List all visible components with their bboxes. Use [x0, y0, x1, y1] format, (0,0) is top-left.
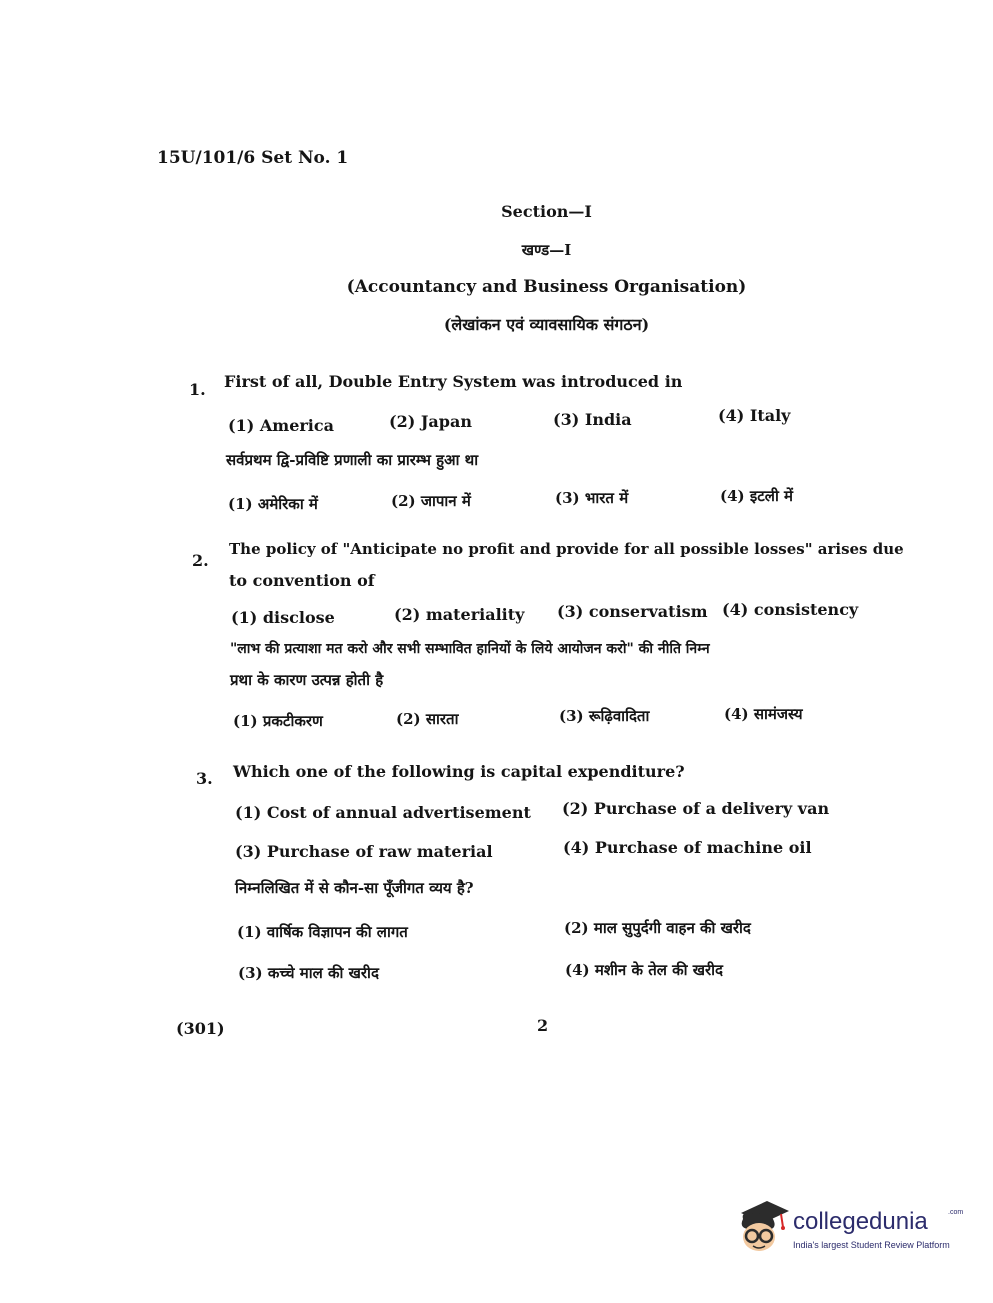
option-2-hindi: (2) जापान में	[391, 492, 471, 510]
brand-tagline: India's largest Student Review Platform	[793, 1240, 950, 1250]
option-3: (3) Purchase of raw material	[235, 842, 493, 861]
question-text-hindi: सर्वप्रथम द्वि-प्रविष्टि प्रणाली का प्रारम्भ हुआ था	[226, 451, 479, 469]
page-number: 2	[537, 1016, 549, 1035]
option-4-hindi: (4) मशीन के तेल की खरीद	[565, 961, 724, 979]
option-2: (2) materiality	[394, 605, 525, 624]
option-4: (4) consistency	[722, 600, 859, 619]
option-4: (4) Purchase of machine oil	[563, 838, 812, 857]
question-text-line1: The policy of "Anticipate no profit and provide for all possible losses" arises due	[229, 540, 904, 558]
question-text-hindi-line1: "लाभ की प्रत्याशा मत करो और सभी सम्भावित हानियों के लिये आयोजन करो" की नीति निम्न	[230, 641, 710, 657]
subject-code: (301)	[176, 1019, 225, 1038]
question-text-hindi-line2: प्रथा के कारण उत्पन्न होती है	[230, 671, 384, 689]
option-1-hindi: (1) अमेरिका में	[228, 495, 318, 513]
option-4: (4) Italy	[718, 406, 791, 425]
option-2: (2) Japan	[389, 412, 472, 431]
option-1: (1) Cost of annual advertisement	[235, 803, 531, 822]
option-3-hindi: (3) रूढ़िवादिता	[559, 707, 650, 725]
question-text: Which one of the following is capital expenditure?	[233, 762, 685, 781]
question-text-hindi: निम्नलिखित में से कौन-सा पूँजीगत व्यय है?	[235, 879, 474, 897]
option-2-hindi: (2) सारता	[396, 710, 459, 728]
option-2: (2) Purchase of a delivery van	[562, 799, 830, 818]
option-4-hindi: (4) सामंजस्य	[724, 705, 803, 723]
question-number: 3.	[196, 769, 213, 788]
option-1-hindi: (1) वार्षिक विज्ञापन की लागत	[237, 923, 408, 941]
student-mascot-icon	[733, 1193, 791, 1257]
option-4-hindi: (4) इटली में	[720, 487, 794, 505]
option-3-hindi: (3) भारत में	[555, 489, 629, 507]
option-2-hindi: (2) माल सुपुर्दगी वाहन की खरीद	[564, 919, 751, 937]
section-title-hindi: खण्ड—I	[521, 241, 572, 259]
option-3-hindi: (3) कच्चे माल की खरीद	[238, 964, 379, 982]
paper-code: 15U/101/6 Set No. 1	[157, 148, 349, 168]
question-number: 2.	[192, 551, 209, 570]
question-text: First of all, Double Entry System was introduced in	[224, 372, 683, 391]
option-3: (3) conservatism	[557, 602, 708, 621]
option-1: (1) America	[228, 416, 334, 435]
question-text-line2: to convention of	[229, 571, 375, 590]
option-3: (3) India	[553, 410, 632, 429]
option-1-hindi: (1) प्रकटीकरण	[233, 712, 323, 730]
subject-title-hindi: (लेखांकन एवं व्यावसायिक संगठन)	[443, 315, 650, 334]
question-number: 1.	[189, 380, 206, 399]
subject-title: (Accountancy and Business Organisation)	[346, 277, 747, 297]
brand-name: collegedunia	[793, 1208, 928, 1235]
section-title: Section—I	[501, 202, 592, 221]
option-1: (1) disclose	[231, 608, 335, 627]
brand-suffix: .com	[948, 1209, 964, 1216]
